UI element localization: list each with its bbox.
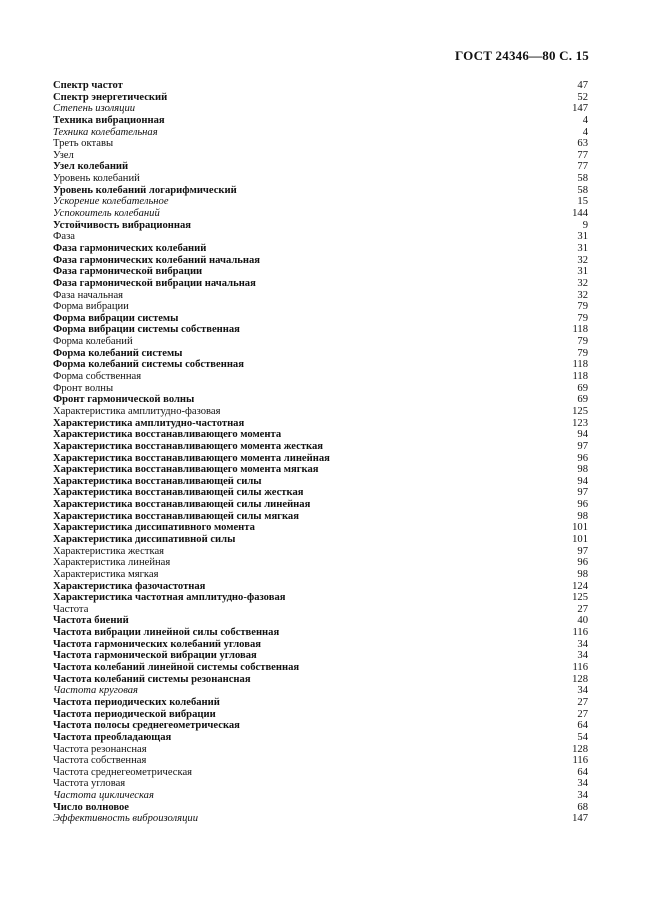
index-entry <box>53 650 588 662</box>
index-page-number: 58 <box>577 184 588 196</box>
index-term: Частота вибрации линейной силы собственная <box>53 627 280 639</box>
index-page-number: 128 <box>572 673 588 685</box>
index-entry <box>53 429 588 441</box>
index-page-number: 4 <box>582 114 588 126</box>
index-page-number: 69 <box>577 382 588 394</box>
index-term: Частота преобладающая <box>53 731 172 743</box>
index-page-number: 147 <box>572 813 588 825</box>
index-page-number: 94 <box>577 475 588 487</box>
index-term: Характеристика линейная <box>53 557 171 569</box>
index-page-number: 34 <box>577 778 588 790</box>
index-page-number: 79 <box>577 347 588 359</box>
index-page-number: 97 <box>577 487 588 499</box>
index-entry <box>53 499 588 511</box>
index-page-number: 79 <box>577 312 588 324</box>
index-term: Форма вибрации системы собственная <box>53 324 240 336</box>
page-header: ГОСТ 24346—80 С. 15 <box>455 48 589 63</box>
index-entry <box>53 406 588 418</box>
index-entry <box>53 127 588 139</box>
index-page-number: 79 <box>577 301 588 313</box>
index-entry <box>53 208 588 220</box>
index-term: Характеристика частотная амплитудно-фазовая <box>53 592 286 604</box>
index-entry <box>53 231 588 243</box>
index-page-number: 116 <box>572 627 588 639</box>
index-entry <box>53 161 588 173</box>
index-entry <box>53 278 588 290</box>
index-page-number: 63 <box>577 138 588 150</box>
index-entry <box>53 778 588 790</box>
index-term: Фронт гармонической волны <box>53 394 195 406</box>
index-entry <box>53 767 588 779</box>
index-term: Характеристика восстанавливающей силы линейная <box>53 499 311 511</box>
index-page-number: 27 <box>577 603 588 615</box>
index-entry <box>53 418 588 430</box>
index-term: Характеристика фазочастотная <box>53 580 206 592</box>
index-page-number: 125 <box>572 405 588 417</box>
index-term: Характеристика амплитудно-фазовая <box>53 405 221 417</box>
index-entry <box>53 336 588 348</box>
index-entry <box>53 301 588 313</box>
index-term: Частота колебаний линейной системы собственная <box>53 662 300 674</box>
index-page-number: 118 <box>572 371 588 383</box>
index-entry <box>53 755 588 767</box>
index-page-number: 58 <box>577 173 588 185</box>
index-term: Характеристика восстанавливающего момента жесткая <box>53 440 324 452</box>
index-page-number: 34 <box>577 790 588 802</box>
index-term: Фаза <box>53 231 75 243</box>
index-page-number: 123 <box>572 417 588 429</box>
index-page-number: 32 <box>577 277 588 289</box>
index-page-number: 32 <box>577 289 588 301</box>
index-term: Степень изоляции <box>53 103 136 115</box>
index-entry <box>53 313 588 325</box>
index-entry <box>53 185 588 197</box>
index-entry <box>53 150 588 162</box>
index-term: Форма вибрации <box>53 301 129 313</box>
index-page-number: 118 <box>572 324 588 336</box>
index-term: Характеристика мягкая <box>53 568 159 580</box>
index-entry <box>53 732 588 744</box>
index-page-number: 15 <box>577 196 588 208</box>
index-term: Характеристика восстанавливающего момента линейная <box>53 452 330 464</box>
index-term: Характеристика диссипативного момента <box>53 522 255 534</box>
index-term: Фаза гармонической вибрации <box>53 266 203 278</box>
index-page-number: 98 <box>577 464 588 476</box>
index-term: Узел колебаний <box>53 161 129 173</box>
index-page-number: 96 <box>577 499 588 511</box>
index-entry <box>53 348 588 360</box>
index-term: Частота <box>53 603 89 615</box>
index-term: Характеристика восстанавливающей силы <box>53 475 262 487</box>
index-entry <box>53 138 588 150</box>
index-term: Фаза гармонических колебаний начальная <box>53 254 261 266</box>
index-entry <box>53 802 588 814</box>
index-entry <box>53 290 588 302</box>
index-entry <box>53 813 588 825</box>
index-term: Частота периодических колебаний <box>53 696 220 708</box>
index-page-number: 64 <box>577 766 588 778</box>
index-entry <box>53 581 588 593</box>
index-page-number: 69 <box>577 394 588 406</box>
index-term: Спектр частот <box>53 80 123 91</box>
index-page-number: 79 <box>577 336 588 348</box>
index-entry <box>53 487 588 499</box>
index-term: Характеристика диссипативной силы <box>53 533 236 545</box>
index-entry <box>53 720 588 732</box>
index-entry <box>53 674 588 686</box>
index-term: Частота биений <box>53 615 129 627</box>
index-page-number: 128 <box>572 743 588 755</box>
index-page-number: 52 <box>577 91 588 103</box>
index-entry <box>53 359 588 371</box>
index-page-number: 27 <box>577 696 588 708</box>
index-term: Частота круговая <box>53 685 138 697</box>
index-page-number: 68 <box>577 801 588 813</box>
index-page-number: 101 <box>572 522 588 534</box>
index-entry <box>53 604 588 616</box>
index-page-number: 94 <box>577 429 588 441</box>
index-term: Фаза гармонических колебаний <box>53 242 207 254</box>
index-term: Техника вибрационная <box>53 114 165 126</box>
index-entry <box>53 394 588 406</box>
index-page-number: 34 <box>577 638 588 650</box>
index-term: Частота циклическая <box>53 790 154 802</box>
index-entry <box>53 383 588 395</box>
index-term: Частота гармонической вибрации угловая <box>53 650 257 662</box>
index-entry <box>53 546 588 558</box>
index-page-number: 77 <box>577 161 588 173</box>
index-entry <box>53 557 588 569</box>
index-term: Ускорение колебательное <box>53 196 169 208</box>
index-page-number: 96 <box>577 557 588 569</box>
index-term: Характеристика восстанавливающего момента <box>53 429 282 441</box>
index-term: Частота угловая <box>53 778 126 790</box>
index-entry <box>53 266 588 278</box>
index-page-number: 9 <box>582 219 588 231</box>
index-page-number: 96 <box>577 452 588 464</box>
index-entry <box>53 639 588 651</box>
index-term: Фаза гармонической вибрации начальная <box>53 277 256 289</box>
index-entry <box>53 790 588 802</box>
index-term: Форма собственная <box>53 371 142 383</box>
index-entry <box>53 80 588 92</box>
index-entry <box>53 476 588 488</box>
index-entry <box>53 243 588 255</box>
index-page-number: 101 <box>572 533 588 545</box>
index-page-number: 147 <box>572 103 588 115</box>
index-term: Уровень колебаний <box>53 173 140 185</box>
index-page-number: 27 <box>577 708 588 720</box>
index-entry <box>53 522 588 534</box>
index-entry <box>53 534 588 546</box>
index-entry <box>53 744 588 756</box>
index-page-number: 98 <box>577 568 588 580</box>
index-term: Узел <box>53 149 74 161</box>
index-entry <box>53 709 588 721</box>
index-term: Техника колебательная <box>53 126 158 138</box>
index-page-number: 116 <box>572 755 588 767</box>
index-term: Характеристика жесткая <box>53 545 165 557</box>
index-term: Фронт волны <box>53 382 114 394</box>
index-term: Характеристика амплитудно-частотная <box>53 417 245 429</box>
index-term: Характеристика восстанавливающей силы мягкая <box>53 510 299 522</box>
index-term: Частота среднегеометрическая <box>53 766 193 778</box>
index-page-number: 116 <box>572 662 588 674</box>
index-term: Частота гармонических колебаний угловая <box>53 638 261 650</box>
index-page-number: 97 <box>577 440 588 452</box>
index-entry <box>53 592 588 604</box>
index-page-number: 31 <box>577 266 588 278</box>
index-term: Фаза начальная <box>53 289 124 301</box>
index-entry <box>53 220 588 232</box>
index-term: Форма колебаний <box>53 336 133 348</box>
index-term: Форма вибрации системы <box>53 312 179 324</box>
index-entry <box>53 464 588 476</box>
index-page-number: 64 <box>577 720 588 732</box>
index-entry <box>53 255 588 267</box>
index-page-number: 97 <box>577 545 588 557</box>
index-term: Частота резонансная <box>53 743 147 755</box>
index-entry <box>53 371 588 383</box>
index-entry <box>53 569 588 581</box>
index-term: Уровень колебаний логарифмический <box>53 184 237 196</box>
index-entry <box>53 324 588 336</box>
index-term: Частота колебаний системы резонансная <box>53 673 251 685</box>
index-page-number: 144 <box>572 208 588 220</box>
index-entry <box>53 92 588 104</box>
index-term: Частота собственная <box>53 755 147 767</box>
index-entry <box>53 196 588 208</box>
index-term: Частота полосы среднегеометрическая <box>53 720 240 732</box>
index-page-number: 31 <box>577 231 588 243</box>
index-page-number: 98 <box>577 510 588 522</box>
index-page-number: 31 <box>577 242 588 254</box>
index-entry <box>53 662 588 674</box>
index-term: Спектр энергетический <box>53 91 168 103</box>
index-entry <box>53 697 588 709</box>
index-term: Форма колебаний системы собственная <box>53 359 244 371</box>
index-entry <box>53 685 588 697</box>
index-page-number: 54 <box>577 731 588 743</box>
index-term: Форма колебаний системы <box>53 347 183 359</box>
index-page-number: 125 <box>572 592 588 604</box>
index-term: Характеристика восстанавливающего момента мягкая <box>53 464 319 476</box>
index-entry <box>53 103 588 115</box>
index-term: Треть октавы <box>53 138 114 150</box>
index-entry <box>53 115 588 127</box>
index-entry <box>53 441 588 453</box>
index-entry <box>53 615 588 627</box>
subject-index <box>53 80 588 825</box>
index-page-number: 47 <box>577 80 588 91</box>
index-page-number: 77 <box>577 149 588 161</box>
index-page-number: 40 <box>577 615 588 627</box>
index-page-number: 118 <box>572 359 588 371</box>
index-page-number: 34 <box>577 650 588 662</box>
index-page-number: 34 <box>577 685 588 697</box>
index-term: Устойчивость вибрационная <box>53 219 192 231</box>
index-term: Число волновое <box>53 801 130 813</box>
index-term: Эффективность виброизоляции <box>53 813 198 825</box>
index-term: Успокоитель колебаний <box>53 208 160 220</box>
index-page-number: 4 <box>582 126 588 138</box>
index-term: Частота периодической вибрации <box>53 708 216 720</box>
index-entry <box>53 627 588 639</box>
index-term: Характеристика восстанавливающей силы жесткая <box>53 487 304 499</box>
index-page-number: 32 <box>577 254 588 266</box>
index-entry <box>53 173 588 185</box>
index-entry <box>53 453 588 465</box>
index-entry <box>53 511 588 523</box>
index-page-number: 124 <box>572 580 588 592</box>
